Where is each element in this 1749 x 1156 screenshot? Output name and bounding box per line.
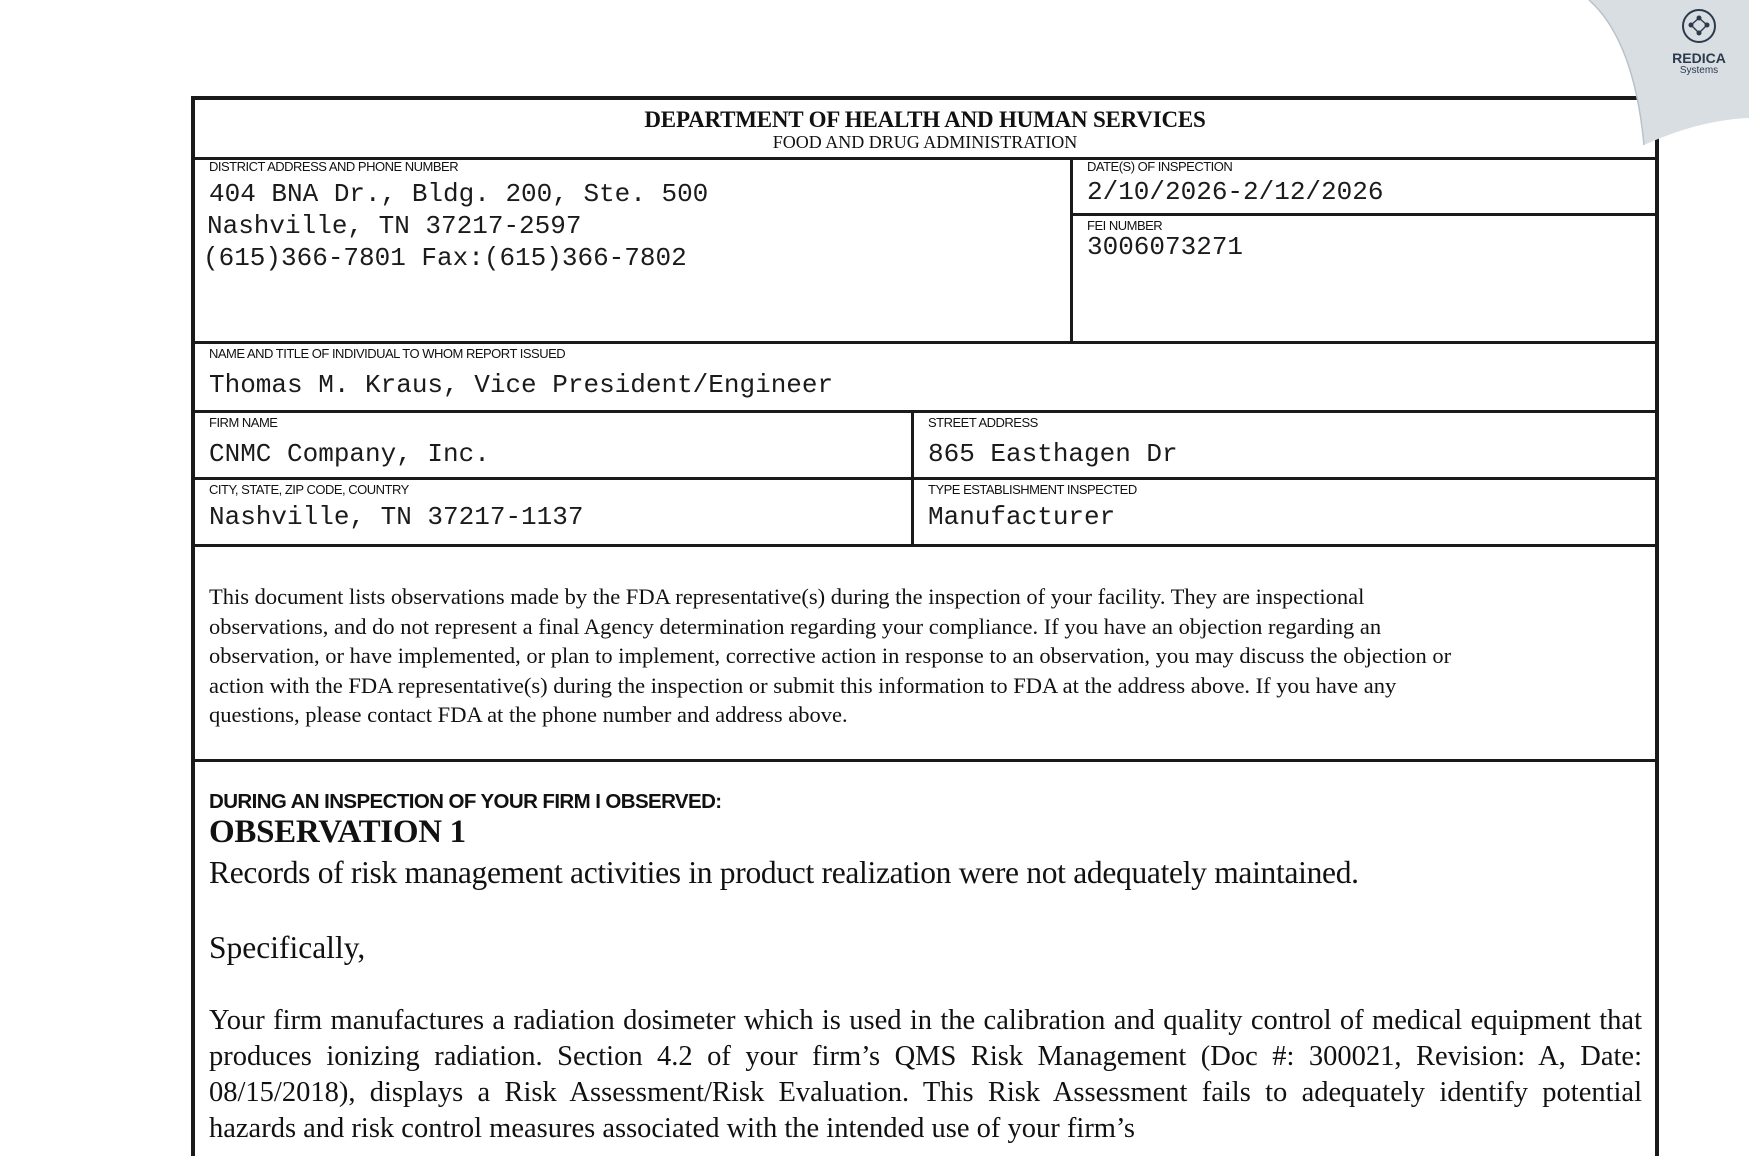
street-address-cell <box>914 413 1659 477</box>
inspection-dates-cell <box>1073 157 1659 213</box>
department-title: DEPARTMENT OF HEALTH AND HUMAN SERVICES <box>644 107 1206 132</box>
observation-body: Your firm manufactures a radiation dosimeter which is used in the calibration and quality control of medical equipment that produces ionizing radiation. Section 4.2 of your firm’s QMS Risk Management (Doc #: 300021, Revision: A, Date: 08/15/2018), displays a Risk Assessment/Risk Evaluation. This Risk Assessment fails to adequately identify potential hazards and risk control measures associated with the intended use of your firm’s <box>209 1005 1642 1144</box>
district-line-2: Nashville, TN 37217-2597 <box>207 211 582 241</box>
city-state-cell <box>195 480 914 544</box>
establishment-type-label: TYPE ESTABLISHMENT INSPECTED <box>928 482 1137 497</box>
notice-line: observations, and do not represent a final Agency determination regarding your compliance. If you have an objection regarding an <box>209 613 1382 639</box>
city-state-value: Nashville, TN 37217-1137 <box>209 502 584 532</box>
issued-to-cell <box>195 344 1655 410</box>
notice-paragraph <box>209 582 1649 730</box>
redica-watermark <box>1659 8 1739 76</box>
notice-line: action with the FDA representative(s) during the inspection or submit this information to FDA at the address above. If you have any <box>209 672 1397 698</box>
redica-brand-name: REDICA <box>1672 50 1726 66</box>
notice-line: This document lists observations made by the FDA representative(s) during the inspection of your facility. They are inspectional <box>209 584 1365 609</box>
fei-value: 3006073271 <box>1087 232 1244 262</box>
observation-title: OBSERVATION 1 <box>209 814 466 850</box>
notice-line: questions, please contact FDA at the phone number and address above. <box>209 702 848 727</box>
street-address-value: 865 Easthagen Dr <box>928 439 1178 469</box>
observation-summary: Records of risk management activities in product realization were not adequately maintained. <box>209 855 1359 890</box>
redica-logo-icon <box>1679 8 1719 44</box>
firm-name-label: FIRM NAME <box>209 415 278 430</box>
redica-brand-sub: Systems <box>1679 65 1719 76</box>
firm-name-value: CNMC Company, Inc. <box>209 439 490 469</box>
district-line-3: (615)366-7801 Fax:(615)366-7802 <box>203 243 687 273</box>
form-header <box>195 100 1655 160</box>
observation-intro: Specifically, <box>209 930 366 965</box>
establishment-type-cell <box>914 480 1659 544</box>
city-state-label: CITY, STATE, ZIP CODE, COUNTRY <box>209 482 409 497</box>
fei-label: FEI NUMBER <box>1087 218 1163 233</box>
notice-line: observation, or have implemented, or plan to implement, corrective action in response to an observation, you may discuss the objection or <box>209 643 1452 668</box>
fei-cell <box>1073 216 1659 342</box>
fda-483-form <box>191 96 1659 1156</box>
issued-to-label: NAME AND TITLE OF INDIVIDUAL TO WHOM REPORT ISSUED <box>209 346 566 361</box>
district-line-1: 404 BNA Dr., Bldg. 200, Ste. 500 <box>209 179 709 209</box>
district-cell <box>195 157 1073 342</box>
inspection-dates-label: DATE(S) OF INSPECTION <box>1087 159 1233 174</box>
issued-to-value: Thomas M. Kraus, Vice President/Engineer <box>209 370 834 400</box>
street-address-label: STREET ADDRESS <box>928 415 1038 430</box>
observations-heading: DURING AN INSPECTION OF YOUR FIRM I OBSERVED: <box>209 790 722 813</box>
establishment-type-value: Manufacturer <box>928 502 1116 532</box>
agency-title: FOOD AND DRUG ADMINISTRATION <box>772 132 1078 152</box>
firm-name-cell <box>195 413 914 477</box>
district-label: DISTRICT ADDRESS AND PHONE NUMBER <box>209 159 459 174</box>
inspection-dates-value: 2/10/2026-2/12/2026 <box>1087 177 1384 207</box>
